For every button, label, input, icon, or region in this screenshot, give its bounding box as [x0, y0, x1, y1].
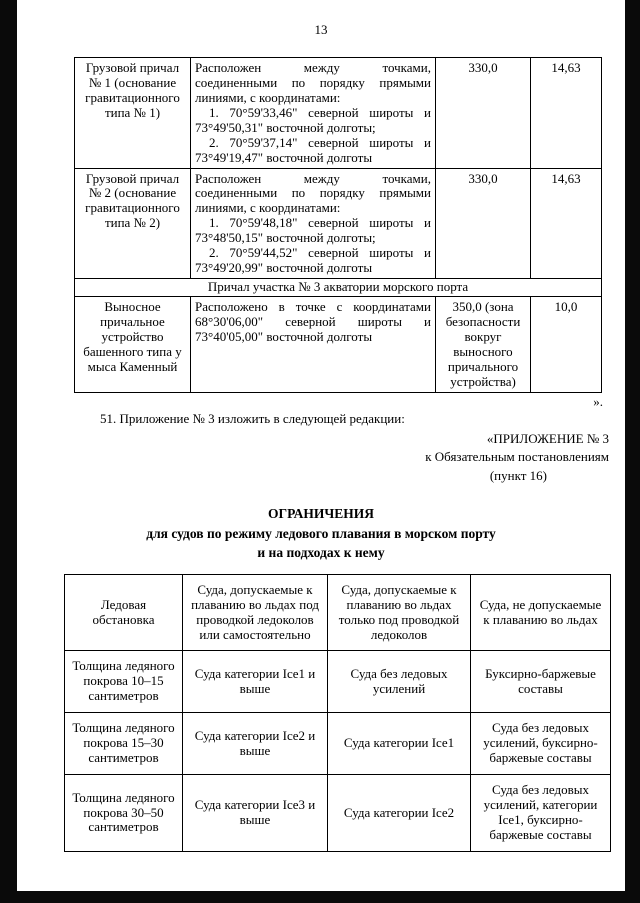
column-header: Ледовая обстановка	[65, 574, 183, 651]
value-cell: 330,0	[436, 57, 531, 168]
column-header: Суда, не допускаемые к плаванию во льдах	[471, 574, 611, 651]
vessel-category-cell: Суда без ледовых усилений, буксирно-баржевые составы	[471, 713, 611, 775]
vessel-category-cell: Суда категории Ice1	[328, 713, 471, 775]
ice-condition-cell: Толщина ледяного покрова 15–30 сантиметров	[65, 713, 183, 775]
annex-line-1: «ПРИЛОЖЕНИЕ № 3	[486, 430, 609, 446]
berth-location-cell	[191, 57, 436, 168]
annex-line-3: (пункт 16)	[489, 468, 547, 484]
coordinate-point: 1. 70°59'33,46" северной широты и 73°49'50,31" восточной долготы;	[195, 104, 431, 135]
table-row-section	[75, 279, 602, 297]
scan-edge-left	[0, 0, 17, 903]
vessel-category-cell: Суда категории Ice3 и выше	[183, 775, 328, 852]
table-header-row	[65, 574, 611, 651]
vessel-category-cell: Суда категории Ice1 и выше	[183, 651, 328, 713]
document-page	[17, 0, 625, 891]
berth-name-cell: Грузовой причал № 2 (основание гравитационного типа № 2)	[75, 168, 191, 279]
table-row-berth-2	[75, 168, 602, 279]
vessel-category-cell: Суда без ледовых усилений	[328, 651, 471, 713]
coordinate-point: 2. 70°59'44,52" северной широты и 73°49'20,99" восточной долготы	[195, 245, 431, 276]
value-cell: 10,0	[531, 297, 602, 393]
section-header-cell: Причал участка № 3 акватории морского порта	[75, 279, 602, 297]
berth-name-cell: Грузовой причал № 1 (основание гравитационного типа № 1)	[75, 57, 191, 168]
berth-location-cell: Расположено в точке с координатами 68°30'06,00" северной широты и 73°40'05,00" восточной долготы	[191, 297, 436, 393]
vessel-category-cell: Суда категории Ice2 и выше	[183, 713, 328, 775]
table-row-ice-30-50	[65, 775, 611, 852]
berth-name-cell: Выносное причальное устройство башенного типа у мыса Каменный	[75, 297, 191, 393]
scan-edge-right	[625, 0, 640, 903]
value-cell: 14,63	[531, 57, 602, 168]
vessel-category-cell: Суда без ледовых усилений, категории Ice1, буксирно-баржевые составы	[471, 775, 611, 852]
value-cell: 350,0 (зона безопасности вокруг выносного причального устройства)	[436, 297, 531, 393]
berth-location-cell	[191, 168, 436, 279]
ice-restrictions-table	[64, 574, 611, 852]
table-row-mooring-device	[75, 297, 602, 393]
location-intro: Расположен между точками, соединенными по порядку прямыми линиями, с координатами:	[195, 170, 431, 216]
annex-line-2: к Обязательным постановлениям	[425, 449, 609, 465]
title-line-1: ОГРАНИЧЕНИЯ	[267, 506, 375, 522]
paragraph-51: 51. Приложение № 3 изложить в следующей редакции:	[100, 410, 405, 426]
annex-heading	[17, 430, 625, 487]
vessel-category-cell: Буксирно-баржевые составы	[471, 651, 611, 713]
table-row-berth-1	[75, 57, 602, 168]
title-line-2: для судов по режиму ледового плавания в морском порту	[146, 525, 496, 541]
vessel-category-cell: Суда категории Ice2	[328, 775, 471, 852]
table-row-ice-15-30	[65, 713, 611, 775]
column-header: Суда, допускаемые к плаванию во льдах под проводкой ледоколов или самостоятельно	[183, 574, 328, 651]
closing-quote: ».	[593, 393, 603, 409]
value-cell: 14,63	[531, 168, 602, 279]
location-intro: Расположен между точками, соединенными по порядку прямыми линиями, с координатами:	[195, 59, 431, 105]
column-header: Суда, допускаемые к плаванию во льдах только под проводкой ледоколов	[328, 574, 471, 651]
coordinate-point: 2. 70°59'37,14" северной широты и 73°49'19,47" восточной долготы	[195, 134, 431, 165]
value-cell: 330,0	[436, 168, 531, 279]
page-number: 13	[314, 22, 328, 37]
document-title	[17, 504, 625, 563]
ice-condition-cell: Толщина ледяного покрова 30–50 сантиметров	[65, 775, 183, 852]
berths-table	[74, 57, 602, 393]
coordinate-point: 1. 70°59'48,18" северной широты и 73°48'50,15" восточной долготы;	[195, 215, 431, 246]
scan-edge-bottom	[0, 891, 640, 903]
table-row-ice-10-15	[65, 651, 611, 713]
ice-condition-cell: Толщина ледяного покрова 10–15 сантиметров	[65, 651, 183, 713]
title-line-3: и на подходах к нему	[257, 545, 385, 561]
